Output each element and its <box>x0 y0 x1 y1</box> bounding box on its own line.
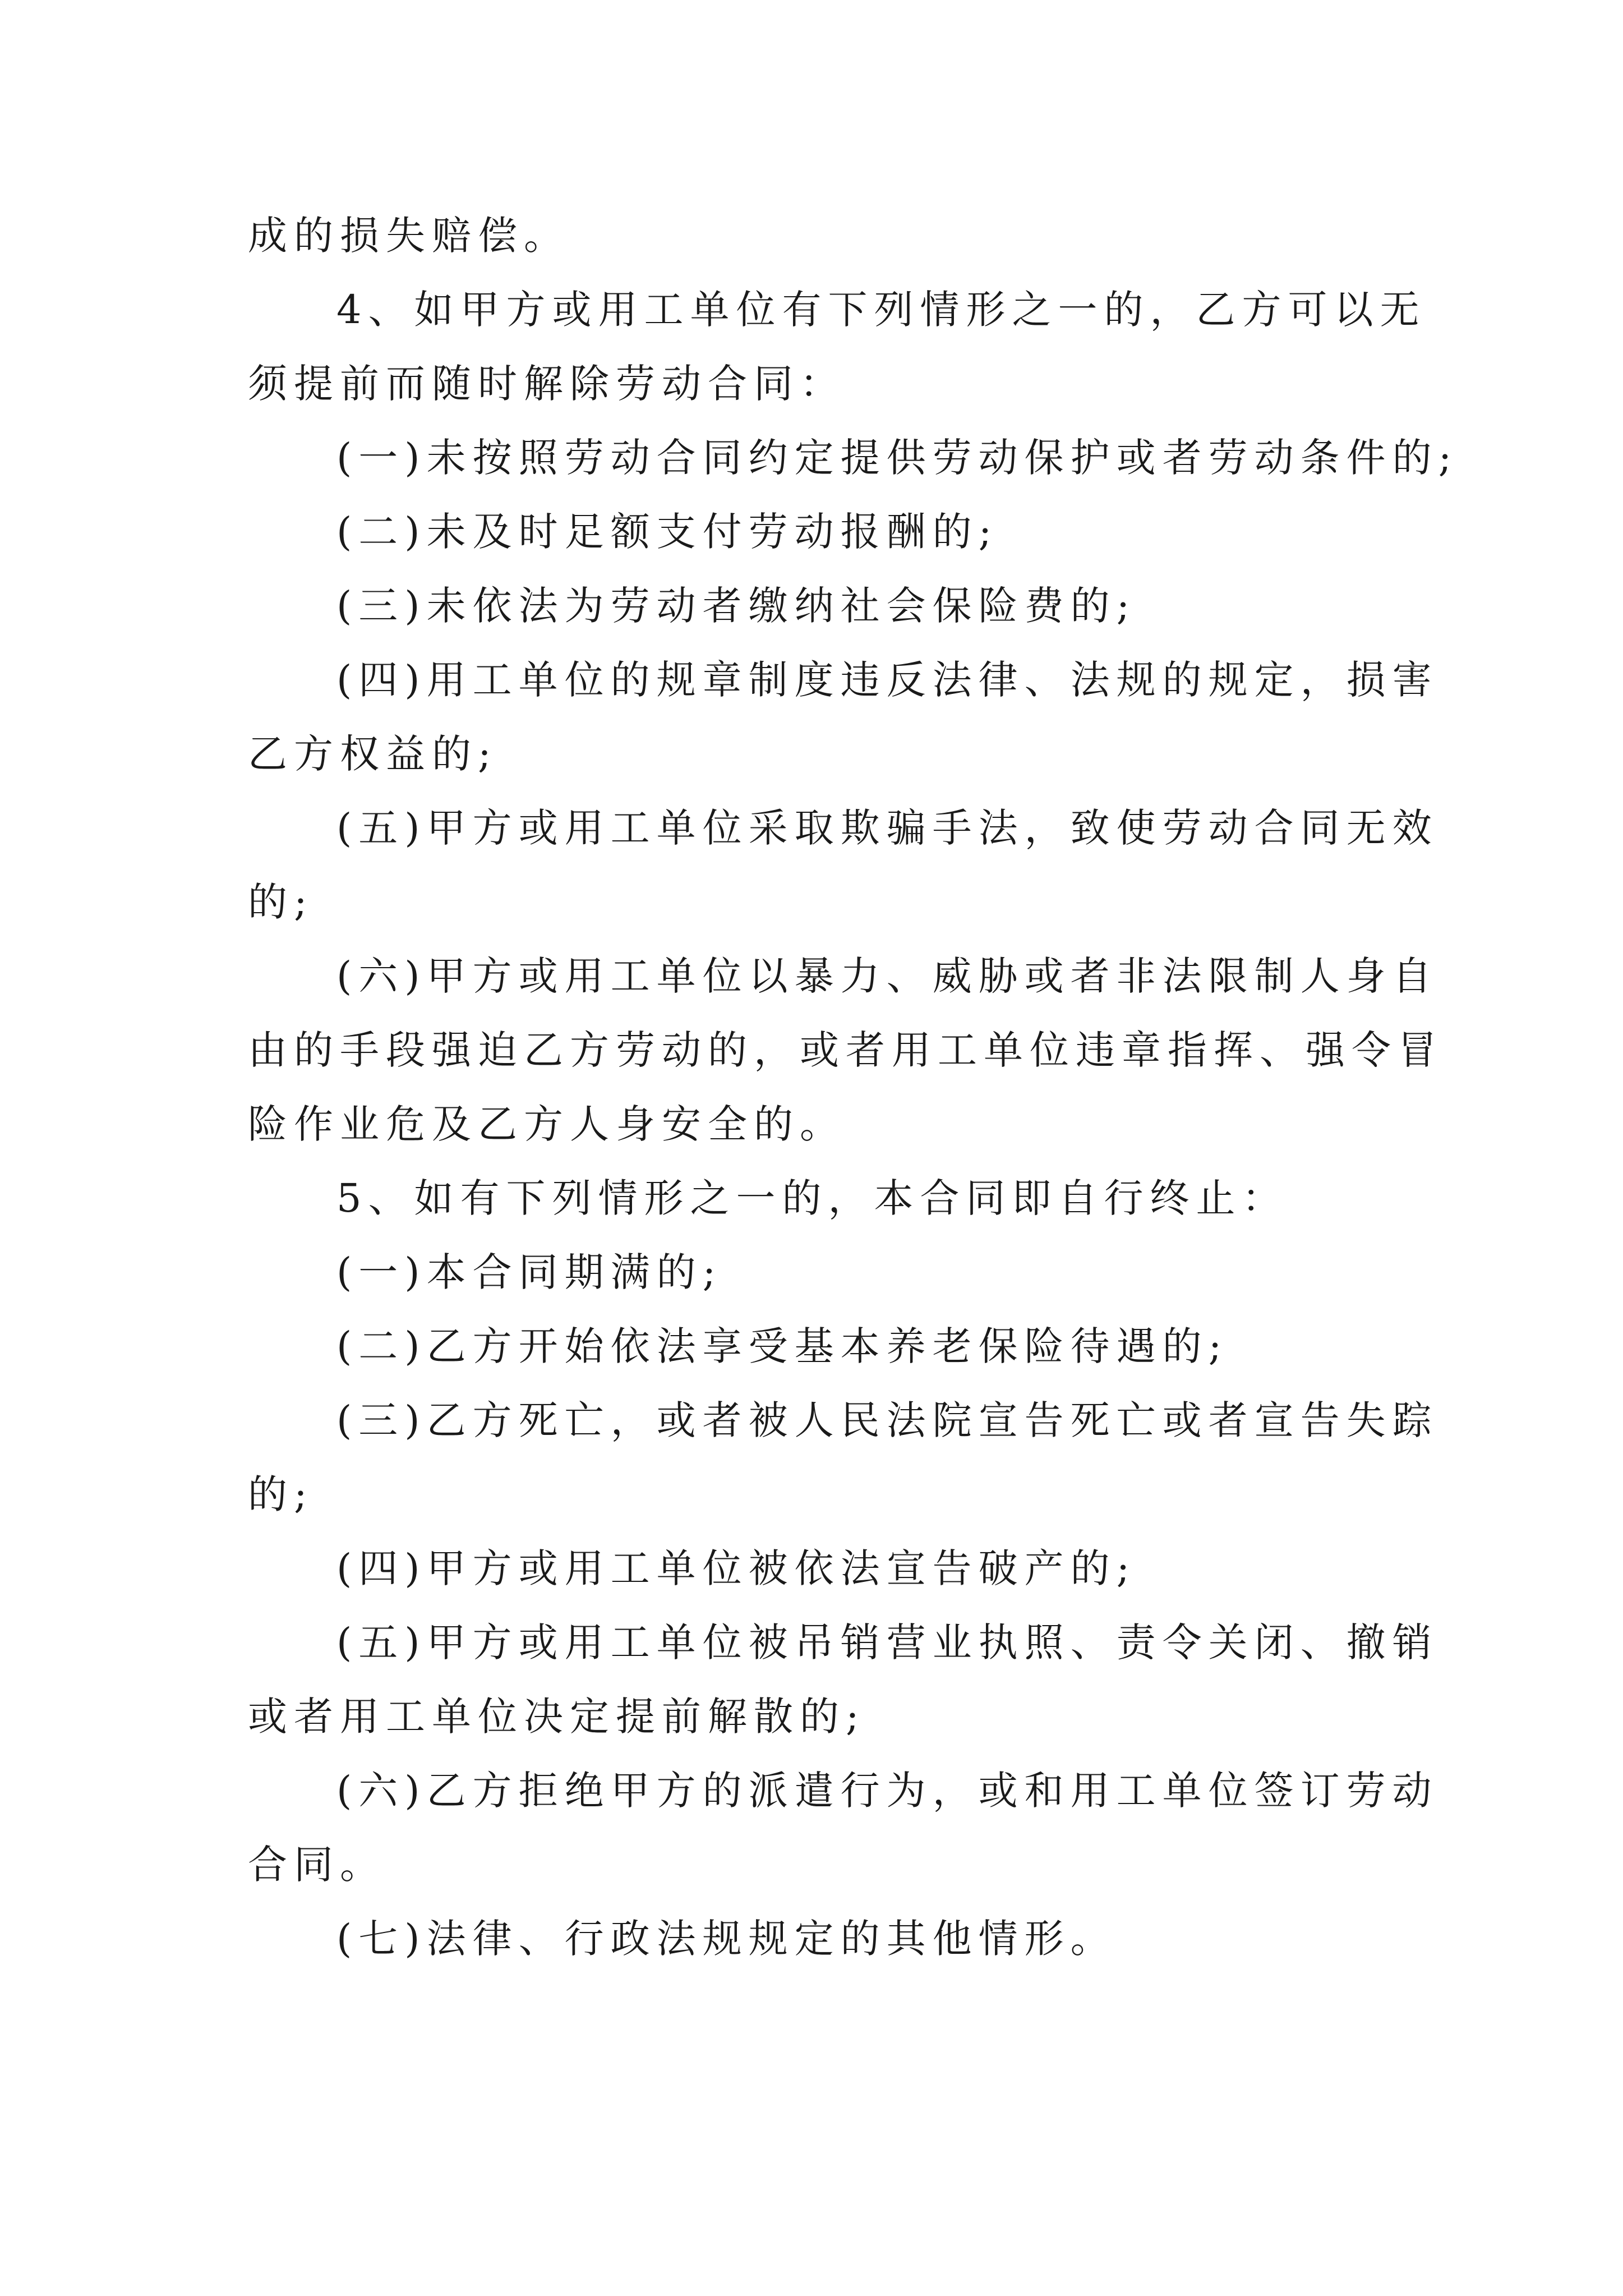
text-line: (二)未及时足额支付劳动报酬的; <box>336 509 999 555</box>
text-line: 乙方权益的; <box>248 731 498 777</box>
text-line: (二)乙方开始依法享受基本养老保险待遇的; <box>336 1323 1229 1369</box>
text-line: (一)未按照劳动合同约定提供劳动保护或者劳动条件的; <box>336 435 1459 481</box>
text-line: 的; <box>248 879 314 925</box>
text-line: (四)甲方或用工单位被依法宣告破产的; <box>336 1545 1137 1591</box>
text-line: 合同。 <box>248 1842 386 1888</box>
text-line: (六)乙方拒绝甲方的派遣行为，或和用工单位签订劳动 <box>336 1768 1438 1814</box>
text-line: 的; <box>248 1471 314 1517</box>
text-line: (六)甲方或用工单位以暴力、威胁或者非法限制人身自 <box>336 953 1438 999</box>
text-line: 须提前而随时解除劳动合同： <box>248 361 846 407</box>
text-line: 或者用工单位决定提前解散的; <box>248 1694 866 1740</box>
text-line: 由的手段强迫乙方劳动的，或者用工单位违章指挥、强令冒 <box>248 1027 1444 1073</box>
text-line: 险作业危及乙方人身安全的。 <box>248 1101 846 1147</box>
text-line: (三)未依法为劳动者缴纳社会保险费的; <box>336 583 1137 629</box>
text-line: (七)法律、行政法规规定的其他情形。 <box>336 1916 1117 1962</box>
text-line: 成的损失赔偿。 <box>248 213 570 259</box>
text-line: (四)用工单位的规章制度违反法律、法规的规定，损害 <box>336 657 1438 703</box>
text-line: 5、如有下列情形之一的，本合同即自行终止： <box>336 1175 1288 1221</box>
text-line: (一)本合同期满的; <box>336 1249 723 1295</box>
text-line: (五)甲方或用工单位被吊销营业执照、责令关闭、撤销 <box>336 1619 1438 1665</box>
text-line: 4、如甲方或用工单位有下列情形之一的，乙方可以无 <box>336 287 1426 333</box>
text-line: (三)乙方死亡，或者被人民法院宣告死亡或者宣告失踪 <box>336 1397 1438 1443</box>
text-line: (五)甲方或用工单位采取欺骗手法，致使劳动合同无效 <box>336 805 1438 851</box>
